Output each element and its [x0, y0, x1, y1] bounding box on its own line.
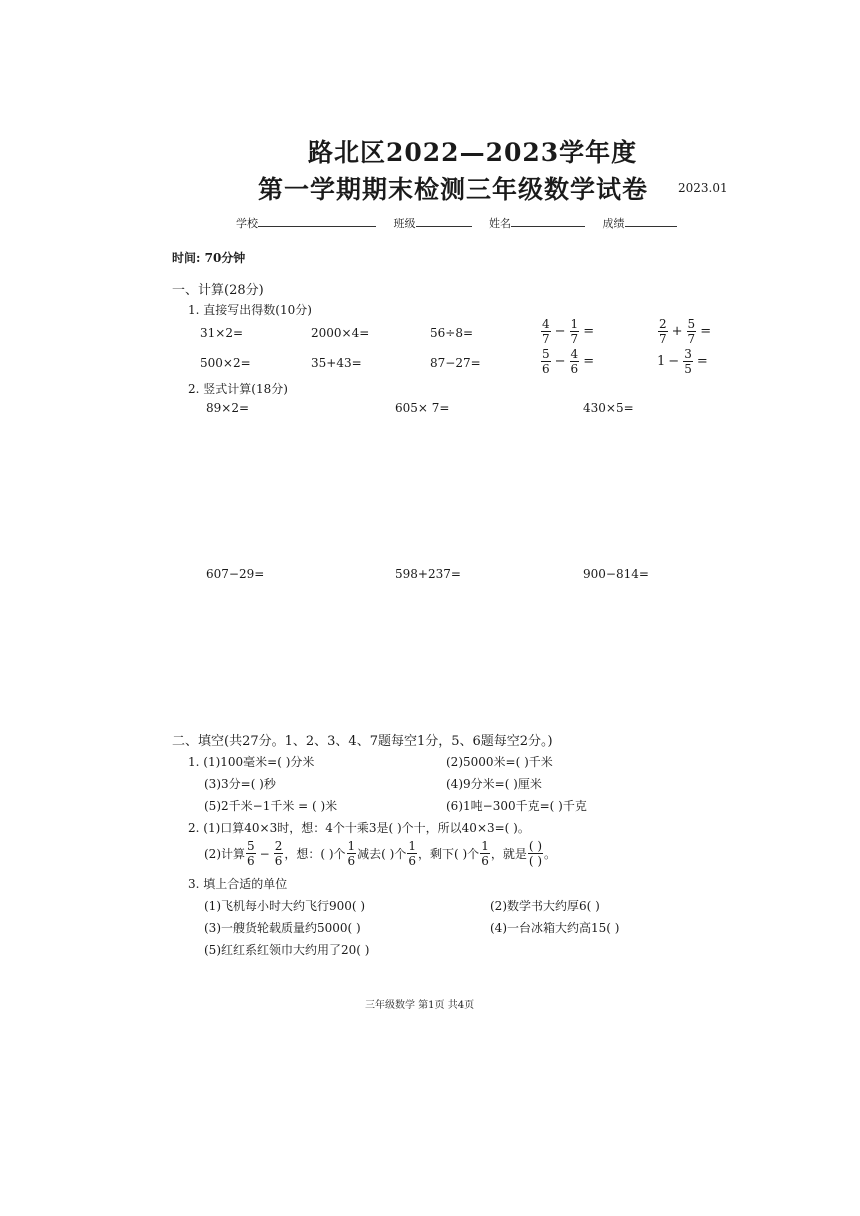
vertical-calc-item: 607−29=	[206, 567, 265, 581]
denominator: 6	[408, 854, 416, 868]
calc-item: 31×2=	[200, 326, 244, 340]
equals-sign: =	[696, 354, 708, 369]
fraction-calc-item	[540, 318, 597, 345]
denominator: 7	[659, 332, 667, 346]
numerator: 1	[347, 839, 356, 853]
denominator: 7	[542, 332, 550, 346]
equals-sign: =	[700, 324, 712, 339]
numerator-blank[interactable]: ( )	[528, 839, 543, 853]
unit-item: (2)数学书大约厚6( )	[490, 899, 600, 913]
q2-line2	[204, 840, 556, 867]
school-blank[interactable]	[258, 214, 376, 227]
unit-item: (5)红红系红领巾大约用了20( )	[204, 943, 370, 957]
denominator: 7	[687, 332, 696, 346]
section2-heading: 二、填空(共27分。1、2、3、4、7题每空1分，5、6题每空2分。)	[172, 734, 553, 749]
exam-title-line2: 第一学期期末检测三年级数学试卷	[258, 175, 649, 204]
fill-item: (4)9分米=( )厘米	[446, 777, 542, 791]
vertical-calc-item: 900−814=	[583, 567, 649, 581]
denominator-blank[interactable]: ( )	[528, 854, 543, 868]
fraction	[274, 840, 284, 867]
text-fragment: 。	[544, 847, 557, 861]
calc-item: 87−27=	[430, 356, 481, 370]
calc-item: 56÷8=	[430, 326, 474, 340]
q2-line1: 2. (1)口算40×3时，想：4个十乘3是( )个十，所以40×3=( )。	[188, 821, 530, 835]
name-blank[interactable]	[511, 214, 585, 227]
numerator: 2	[659, 317, 667, 331]
operator: −	[668, 354, 680, 369]
fraction	[480, 840, 490, 867]
equals-sign: =	[583, 354, 595, 369]
vertical-calc-item: 430×5=	[583, 401, 634, 415]
q3-heading: 3. 填上合适的单位	[188, 877, 288, 891]
operator: −	[259, 846, 270, 861]
section1-heading: 一、计算(28分)	[172, 283, 264, 298]
vertical-calc-item: 89×2=	[206, 401, 250, 415]
numerator: 1	[481, 839, 489, 853]
unit-item: (1)飞机每小时大约飞行900( )	[204, 899, 366, 913]
fraction	[683, 348, 693, 375]
unit-item: (3)一艘货轮载质量约5000( )	[204, 921, 361, 935]
calc-item: 500×2=	[200, 356, 251, 370]
fraction	[570, 318, 580, 345]
operator: −	[554, 354, 566, 369]
numerator: 3	[684, 347, 692, 361]
operator: +	[671, 324, 683, 339]
numerator: 1	[408, 839, 416, 853]
fill-item: 1. (1)100毫米=( )分米	[188, 755, 315, 769]
numerator: 1	[570, 317, 579, 331]
text-fragment: ，剩下( )个	[418, 847, 480, 861]
text-fragment: ，想：( )个	[284, 847, 346, 861]
student-info-row	[236, 214, 691, 231]
fraction	[347, 840, 357, 867]
denominator: 6	[247, 854, 255, 868]
q1-heading: 1. 直接写出得数(10分)	[188, 303, 312, 317]
name-label: 姓名	[489, 217, 511, 230]
fill-item: (2)5000米=( )千米	[446, 755, 553, 769]
vertical-calc-item: 598+237=	[395, 567, 461, 581]
page-footer: 三年级数学 第1页 共4页	[365, 1000, 475, 1011]
numerator: 4	[570, 347, 579, 361]
fill-item: (5)2千米−1千米 = ( )米	[204, 799, 338, 813]
fill-item: (6)1吨−300千克=( )千克	[446, 799, 587, 813]
fraction	[246, 840, 256, 867]
exam-date: 2023.01	[678, 181, 728, 195]
text-fragment: 减去( )个	[357, 847, 407, 861]
fraction-calc-item	[657, 348, 711, 375]
exam-title-line1: 路北区2022—2023学年度	[308, 138, 638, 167]
fraction	[658, 318, 668, 345]
denominator: 6	[542, 362, 550, 376]
denominator: 6	[274, 854, 283, 868]
fraction-calc-item	[540, 348, 597, 375]
score-blank[interactable]	[625, 214, 677, 227]
class-blank[interactable]	[416, 214, 472, 227]
fraction-calc-item	[657, 318, 714, 345]
calc-item: 2000×4=	[311, 326, 370, 340]
numerator: 5	[687, 317, 696, 331]
score-label: 成绩	[602, 217, 625, 230]
unit-item: (4)一台冰箱大约高15( )	[490, 921, 620, 935]
denominator: 6	[347, 854, 356, 868]
fraction	[570, 348, 580, 375]
numerator: 5	[542, 347, 550, 361]
whole-number: 1	[657, 354, 666, 369]
school-label: 学校	[236, 217, 258, 230]
fraction	[687, 318, 697, 345]
calc-item: 35+43=	[311, 356, 362, 370]
numerator: 2	[274, 839, 283, 853]
fraction	[541, 318, 551, 345]
vertical-calc-item: 605× 7=	[395, 401, 450, 415]
denominator: 7	[570, 332, 579, 346]
equals-sign: =	[583, 324, 595, 339]
fraction	[407, 840, 417, 867]
q2-heading: 2. 竖式计算(18分)	[188, 382, 288, 396]
denominator: 6	[481, 854, 489, 868]
denominator: 5	[684, 362, 692, 376]
numerator: 5	[247, 839, 255, 853]
text-fragment: (2)计算	[204, 847, 245, 861]
fraction	[541, 348, 551, 375]
exam-time: 时间: 70分钟	[172, 251, 246, 265]
denominator: 6	[570, 362, 579, 376]
operator: −	[554, 324, 566, 339]
answer-fraction-blank[interactable]	[528, 840, 543, 867]
text-fragment: ，就是	[490, 847, 527, 861]
fill-item: (3)3分=( )秒	[204, 777, 276, 791]
numerator: 4	[542, 317, 550, 331]
class-label: 班级	[393, 217, 416, 230]
